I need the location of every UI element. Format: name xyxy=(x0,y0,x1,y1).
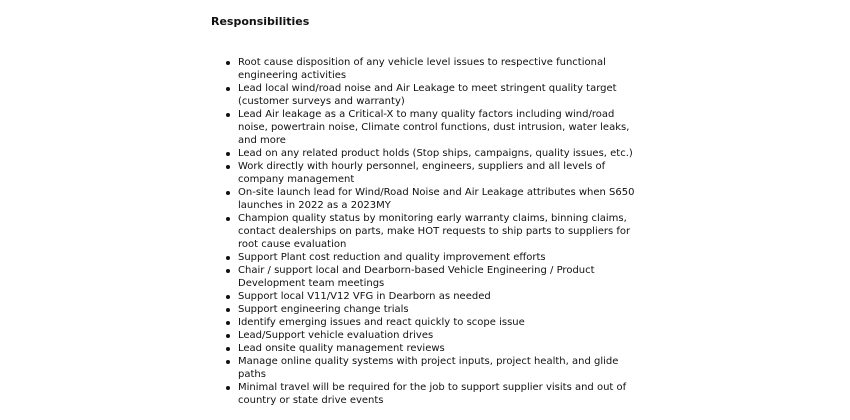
bullet-icon xyxy=(226,360,230,364)
bullet-icon xyxy=(226,347,230,351)
bullet-icon xyxy=(226,295,230,299)
responsibility-text: Work directly with hourly personnel, engineers, suppliers and all levels of company management xyxy=(238,161,606,185)
responsibility-text: Chair / support local and Dearborn-based Vehicle Engineering / Product Development team meetings xyxy=(238,265,595,289)
responsibility-text: Minimal travel will be required for the job to support supplier visits and out of country or state drive events xyxy=(238,382,627,406)
responsibility-text: Lead on any related product holds (Stop ships, campaigns, quality issues, etc.) xyxy=(238,148,633,159)
responsibility-text: Support Plant cost reduction and quality improvement efforts xyxy=(238,252,546,263)
bullet-icon xyxy=(226,256,230,260)
bullet-icon xyxy=(226,61,230,65)
responsibility-item xyxy=(238,329,638,342)
bullet-icon xyxy=(226,152,230,156)
bullet-icon xyxy=(226,87,230,91)
responsibility-text: Lead/Support vehicle evaluation drives xyxy=(238,330,434,341)
responsibility-text: Identify emerging issues and react quickly to scope issue xyxy=(238,317,525,328)
responsibilities-list xyxy=(238,56,638,407)
bullet-icon xyxy=(226,321,230,325)
responsibility-item xyxy=(238,251,638,264)
responsibility-text: Lead onsite quality management reviews xyxy=(238,343,445,354)
responsibility-item xyxy=(238,381,638,407)
responsibility-item xyxy=(238,290,638,303)
responsibility-item xyxy=(238,264,638,290)
responsibility-text: Champion quality status by monitoring early warranty claims, binning claims, contact dealerships on parts, make HOT requests to ship parts to suppliers for root cause evaluation xyxy=(238,213,631,250)
responsibility-text: Lead Air leakage as a Critical-X to many quality factors including wind/road noise, powertrain noise, Climate control functions, dust intrusion, water leaks, and more xyxy=(238,109,630,146)
responsibility-text: Lead local wind/road noise and Air Leakage to meet stringent quality target (customer surveys and warranty) xyxy=(238,83,617,107)
bullet-icon xyxy=(226,386,230,390)
responsibility-text: Support engineering change trials xyxy=(238,304,409,315)
bullet-icon xyxy=(226,334,230,338)
responsibility-text: Support local V11/V12 VFG in Dearborn as needed xyxy=(238,291,491,302)
bullet-icon xyxy=(226,308,230,312)
responsibility-item xyxy=(238,303,638,316)
responsibility-item xyxy=(238,186,638,212)
responsibility-item xyxy=(238,108,638,147)
bullet-icon xyxy=(226,269,230,273)
responsibility-item xyxy=(238,316,638,329)
responsibility-item xyxy=(238,82,638,108)
responsibility-item xyxy=(238,212,638,251)
responsibility-item xyxy=(238,147,638,160)
responsibility-item xyxy=(238,160,638,186)
responsibility-item xyxy=(238,355,638,381)
bullet-icon xyxy=(226,191,230,195)
bullet-icon xyxy=(226,165,230,169)
responsibility-item xyxy=(238,342,638,355)
section-heading: Responsibilities xyxy=(211,15,310,28)
responsibility-text: Manage online quality systems with project inputs, project health, and glide paths xyxy=(238,356,619,380)
responsibility-text: On-site launch lead for Wind/Road Noise and Air Leakage attributes when S650 launches in 2022 as a 2023MY xyxy=(238,187,635,211)
responsibility-item xyxy=(238,56,638,82)
bullet-icon xyxy=(226,217,230,221)
responsibility-text: Root cause disposition of any vehicle level issues to respective functional engineering activities xyxy=(238,57,606,81)
bullet-icon xyxy=(226,113,230,117)
